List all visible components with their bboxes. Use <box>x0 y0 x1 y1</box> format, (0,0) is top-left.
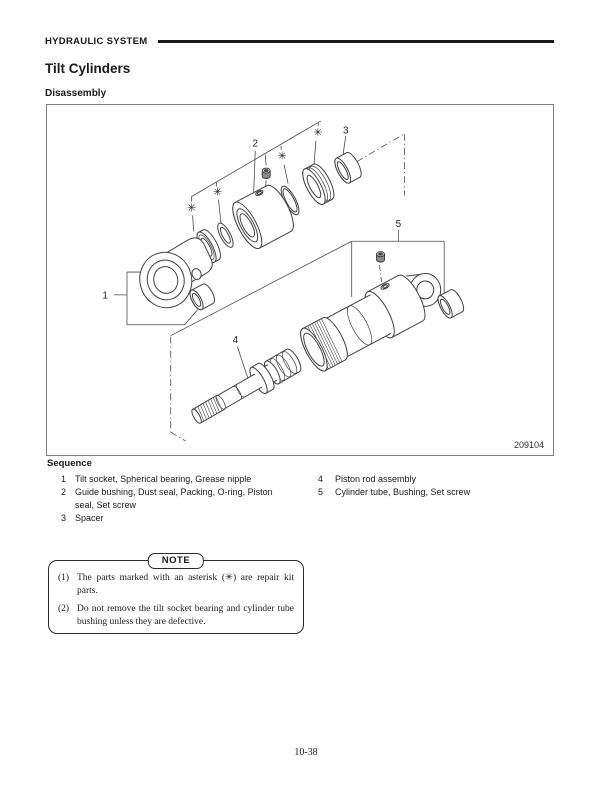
sequence-heading: Sequence <box>47 458 92 469</box>
note-item-number: (1) <box>58 573 70 583</box>
asterisk-marker: ✳ <box>313 126 323 139</box>
note-item <box>58 572 294 598</box>
note-label: NOTE <box>148 553 204 569</box>
callout-label-2: 2 <box>252 138 259 150</box>
note-item-number: (2) <box>58 604 70 614</box>
note-item <box>58 603 294 629</box>
note-item-text: Do not remove the tilt socket bearing and cylinder tube bushing unless they are defective. <box>77 604 294 627</box>
sequence-item-text: Spacer <box>75 513 104 523</box>
sequence-item-text: Piston rod assembly <box>335 474 417 484</box>
sequence-item-text: Tilt socket, Spherical bearing, Grease nipple <box>75 474 252 484</box>
sequence-item <box>61 486 273 512</box>
cylinder-tube-part <box>295 271 431 376</box>
set-screw-icon <box>262 168 270 178</box>
page-number: 10-38 <box>294 747 318 758</box>
subsection-title: Disassembly <box>45 88 107 99</box>
sequence-item-number: 2 <box>61 487 67 497</box>
sequence-list-right <box>318 473 550 499</box>
section-header: HYDRAULIC SYSTEM <box>45 36 148 47</box>
socket-bushing-part <box>188 282 218 312</box>
page-title: Tilt Cylinders <box>45 61 131 76</box>
callout-label-5: 5 <box>395 218 402 230</box>
callout-label-4: 4 <box>232 335 239 347</box>
asterisk-marker: ✳ <box>277 150 287 163</box>
sequence-item-number: 4 <box>318 474 324 484</box>
exploded-view-diagram <box>47 105 551 453</box>
sequence-item-text: Cylinder tube, Bushing, Set screw <box>335 487 471 497</box>
figure-number: 209104 <box>513 440 544 450</box>
centerline-left <box>171 337 186 441</box>
sequence-item-number: 3 <box>61 513 67 523</box>
figure-box <box>46 104 554 456</box>
sequence-item <box>61 512 273 525</box>
spacer-part <box>332 150 364 185</box>
callout-label-3: 3 <box>342 125 349 137</box>
note-box <box>48 555 304 634</box>
callout-label-1: 1 <box>102 290 108 302</box>
note-body <box>58 572 294 634</box>
piston-rod-part <box>187 345 305 430</box>
sequence-item <box>318 473 550 486</box>
sequence-item <box>318 486 550 499</box>
note-item-text: The parts marked with an asterisk (✳) are repair kit parts. <box>77 573 294 596</box>
sequence-item-number: 1 <box>61 474 67 484</box>
asterisk-marker: ✳ <box>212 186 223 199</box>
callout-2-bracket <box>192 121 321 197</box>
sequence-item-text: Guide bushing, Dust seal, Packing, O-ring, Piston seal, Set screw <box>75 487 273 510</box>
sequence-item-number: 5 <box>318 487 324 497</box>
centerline-right <box>357 134 405 196</box>
sequence-list-left <box>61 473 273 525</box>
piston-seal-part <box>298 161 338 207</box>
set-screw-icon <box>377 252 385 262</box>
sequence-item <box>61 473 273 486</box>
header-rule <box>158 40 554 43</box>
asterisk-marker: ✳ <box>187 202 197 215</box>
